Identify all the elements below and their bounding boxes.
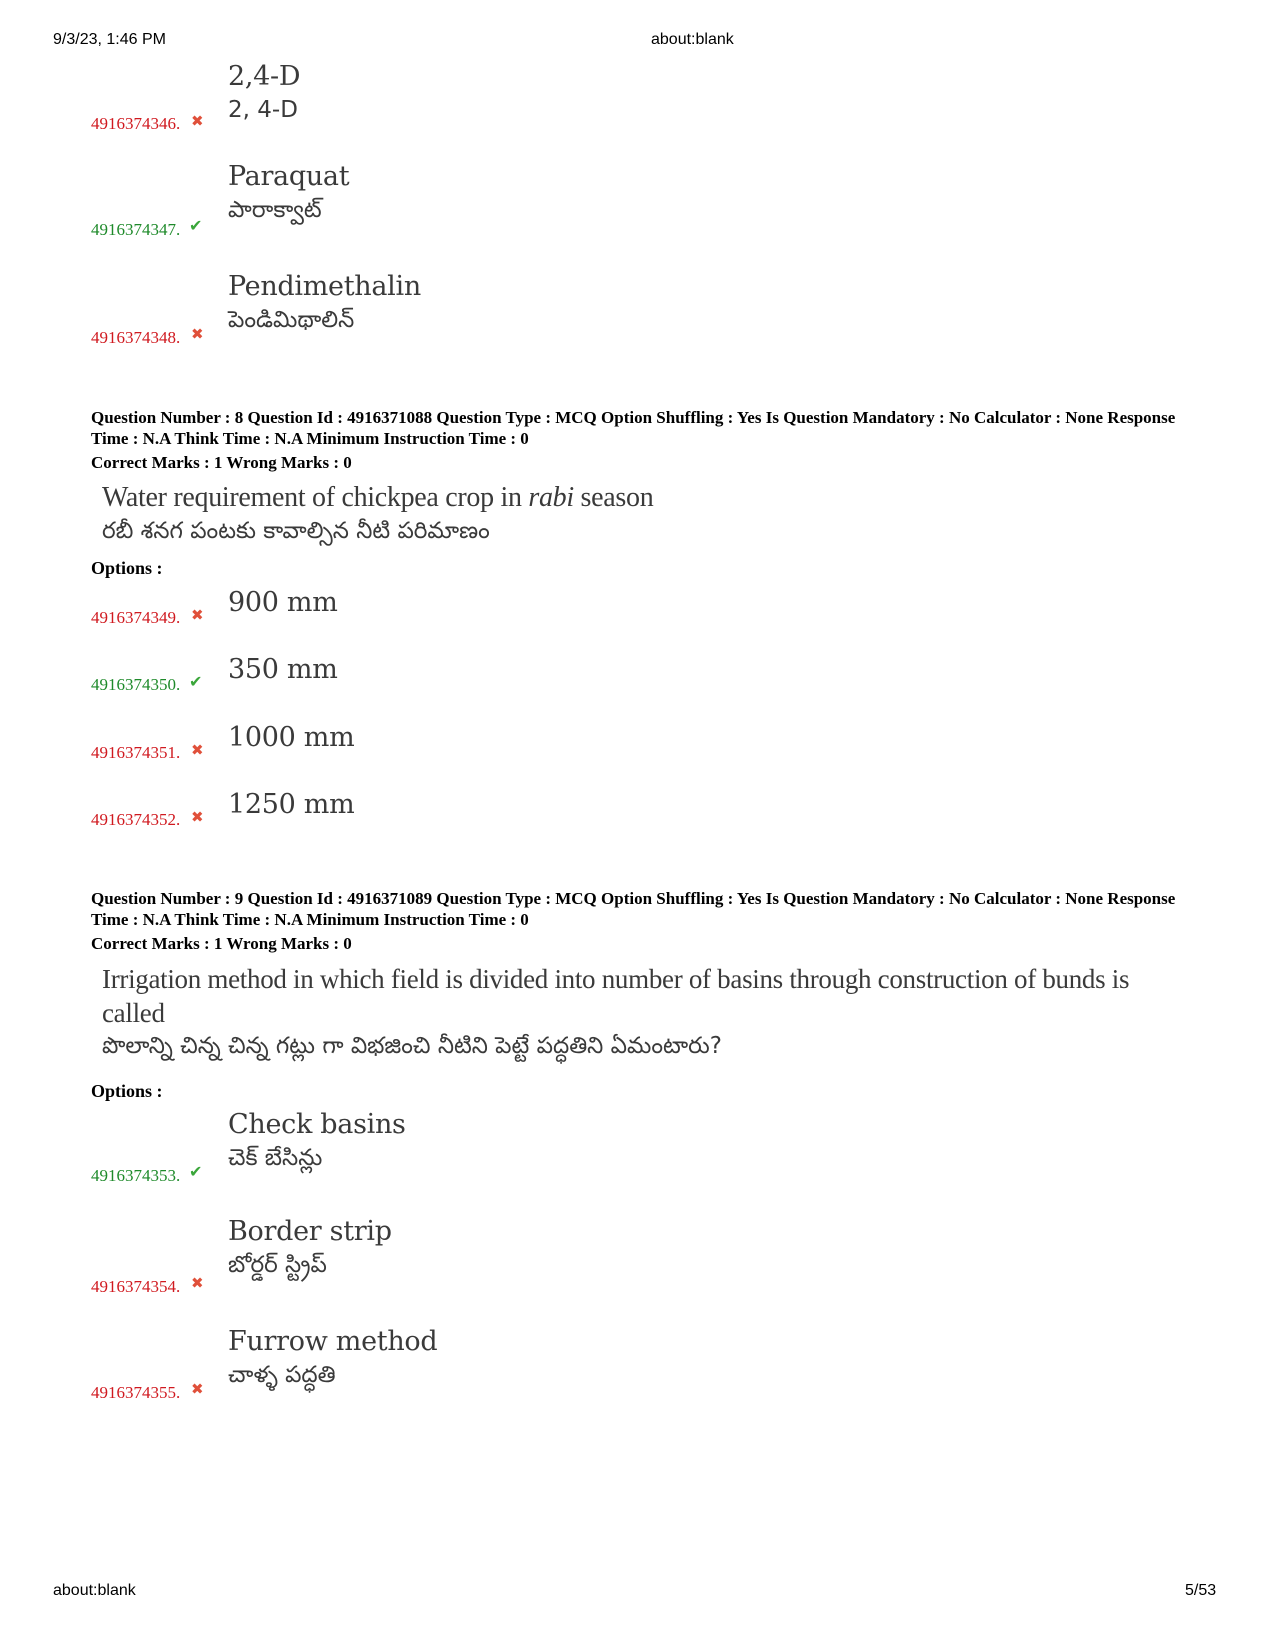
option-text-te: పెండిమిథాలిన్ xyxy=(228,307,355,333)
option-text-en: 1250 mm xyxy=(228,789,355,820)
option-text-te: 2, 4-D xyxy=(228,97,298,123)
option-id: 4916374350. xyxy=(91,675,181,694)
print-datetime: 9/3/23, 1:46 PM xyxy=(53,31,166,48)
option-text-en: Paraquat xyxy=(228,161,350,192)
option-id: 4916374353. xyxy=(91,1166,181,1185)
options-label: Options : xyxy=(91,1081,163,1101)
cross-icon: ✖ xyxy=(191,1380,204,1398)
question-text-te: పొలాన్ని చిన్న చిన్న గట్లు గా విభజించి నీటిని పెట్టే పద్ధతిని ఏమంటారు? xyxy=(102,1033,722,1059)
cross-icon: ✖ xyxy=(191,741,204,759)
option-id: 4916374355. xyxy=(91,1383,181,1402)
option-text-en: 2,4-D xyxy=(228,61,301,92)
question-text-part: Water requirement of chickpea crop in xyxy=(102,482,529,513)
question-meta: Question Number : 9 Question Id : 4916371089 Question Type : MCQ Option Shuffling : Yes Is Question Mandatory : No Calculator : None Response Time : N.A Think Time : N.A Minimum Instruction Time : 0 xyxy=(91,889,1176,929)
cross-icon: ✖ xyxy=(191,325,204,343)
option-id: 4916374349. xyxy=(91,608,181,627)
option-id: 4916374346. xyxy=(91,114,181,133)
option-text-en: Furrow method xyxy=(228,1326,438,1357)
option-id: 4916374348. xyxy=(91,328,181,347)
question-text-emphasis: rabi xyxy=(528,482,574,513)
option-text-en: 350 mm xyxy=(228,654,338,685)
option-text-en: Border strip xyxy=(228,1216,392,1247)
option-text-en: Pendimethalin xyxy=(228,271,421,302)
options-label: Options : xyxy=(91,558,163,578)
option-text-te: పారాక్వాట్ xyxy=(228,197,322,223)
option-id: 4916374347. xyxy=(91,220,181,239)
check-icon: ✔ xyxy=(189,1162,203,1181)
question-text-en: Irrigation method in which field is divided into number of basins through construction of bunds is called xyxy=(102,964,1130,1028)
print-footer-url: about:blank xyxy=(53,1582,136,1599)
option-text-en: 900 mm xyxy=(228,587,338,618)
option-text-en: Check basins xyxy=(228,1109,406,1140)
option-id: 4916374352. xyxy=(91,810,181,829)
correct-marks: Correct Marks : 1 Wrong Marks : 0 xyxy=(91,934,352,953)
cross-icon: ✖ xyxy=(191,808,204,826)
check-icon: ✔ xyxy=(189,672,203,691)
option-text-te: చెక్ బేసిన్లు xyxy=(228,1145,323,1171)
cross-icon: ✖ xyxy=(191,112,204,130)
option-text-te: బోర్డర్ స్ట్రిప్ xyxy=(228,1252,327,1278)
option-text-te: చాళ్ళ పద్ధతి xyxy=(228,1362,336,1388)
option-id: 4916374354. xyxy=(91,1277,181,1296)
cross-icon: ✖ xyxy=(191,606,204,624)
question-text-en xyxy=(102,481,1202,515)
option-id: 4916374351. xyxy=(91,743,181,762)
print-title: about:blank xyxy=(651,31,734,48)
question-meta: Question Number : 8 Question Id : 4916371088 Question Type : MCQ Option Shuffling : Yes Is Question Mandatory : No Calculator : None Response Time : N.A Think Time : N.A Minimum Instruction Time : 0 xyxy=(91,408,1176,448)
question-text-part: season xyxy=(573,482,654,513)
correct-marks: Correct Marks : 1 Wrong Marks : 0 xyxy=(91,453,352,472)
check-icon: ✔ xyxy=(189,216,203,235)
question-text xyxy=(102,962,1162,1062)
question-text-te: రబీ శనగ పంటకు కావాల్సిన నీటి పరిమాణం xyxy=(102,518,490,544)
cross-icon: ✖ xyxy=(191,1274,204,1292)
question-text xyxy=(102,481,1202,547)
page-number: 5/53 xyxy=(1185,1582,1217,1599)
option-text-en: 1000 mm xyxy=(228,722,355,753)
